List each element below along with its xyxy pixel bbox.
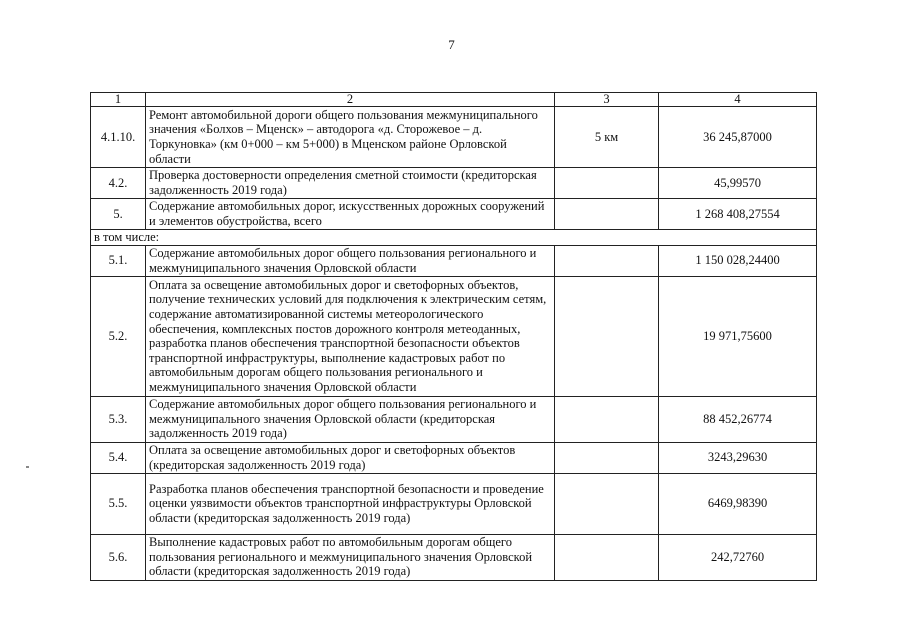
budget-table — [90, 92, 817, 581]
row-number: 5.5. — [91, 473, 146, 534]
row-unit — [555, 396, 659, 442]
table-row — [91, 199, 817, 230]
row-unit — [555, 473, 659, 534]
page-number: 7 — [448, 37, 455, 52]
row-description: Содержание автомобильных дорог, искусственных дорожных сооружений и элементов обустройства, всего — [146, 199, 555, 230]
row-number: 5.1. — [91, 245, 146, 276]
row-description: Выполнение кадастровых работ по автомобильным дорогам общего пользования регионального и межмуниципального значения Орловской области (кредиторская задолженность 2019 года) — [146, 534, 555, 580]
row-amount: 88 452,26774 — [659, 396, 817, 442]
table-row — [91, 276, 817, 396]
row-unit — [555, 442, 659, 473]
row-description: Содержание автомобильных дорог общего пользования регионального и межмуниципального значения Орловской области — [146, 245, 555, 276]
table-row — [91, 168, 817, 199]
header-col-2: 2 — [146, 93, 555, 107]
header-col-4: 4 — [659, 93, 817, 107]
row-description: Содержание автомобильных дорог общего пользования регионального и межмуниципального значения Орловской области (кредиторская задолженность 2019 года) — [146, 396, 555, 442]
table-row — [91, 107, 817, 168]
row-amount: 19 971,75600 — [659, 276, 817, 396]
row-number: 4.1.10. — [91, 107, 146, 168]
table-row — [91, 442, 817, 473]
row-unit — [555, 245, 659, 276]
row-amount: 6469,98390 — [659, 473, 817, 534]
row-unit — [555, 168, 659, 199]
row-amount: 36 245,87000 — [659, 107, 817, 168]
row-description: Оплата за освещение автомобильных дорог и светофорных объектов (кредиторская задолженность 2019 года) — [146, 442, 555, 473]
table-row — [91, 473, 817, 534]
row-amount: 1 150 028,24400 — [659, 245, 817, 276]
subheading-row — [91, 230, 817, 246]
table-row — [91, 396, 817, 442]
row-number: 5.4. — [91, 442, 146, 473]
row-unit — [555, 276, 659, 396]
row-number: 5.6. — [91, 534, 146, 580]
scan-mark — [26, 466, 29, 468]
row-number: 5.2. — [91, 276, 146, 396]
row-amount: 242,72760 — [659, 534, 817, 580]
table-row — [91, 534, 817, 580]
header-col-3: 3 — [555, 93, 659, 107]
row-unit: 5 км — [555, 107, 659, 168]
header-row — [91, 93, 817, 107]
table-row — [91, 245, 817, 276]
subheading: в том числе: — [91, 230, 817, 246]
row-amount: 45,99570 — [659, 168, 817, 199]
row-unit — [555, 534, 659, 580]
row-amount: 3243,29630 — [659, 442, 817, 473]
header-col-1: 1 — [91, 93, 146, 107]
row-number: 5. — [91, 199, 146, 230]
row-description: Проверка достоверности определения сметной стоимости (кредиторская задолженность 2019 года) — [146, 168, 555, 199]
row-number: 4.2. — [91, 168, 146, 199]
row-description: Оплата за освещение автомобильных дорог и светофорных объектов, получение технических условий для подключения к электрическим сетям, содержание автоматизированной системы метеорологического обеспечения, комплексных постов дорожного контроля метеоданных, разработка планов обеспечения транспортной безопасности объектов транспортной инфраструктуры, выполнение кадастровых работ по автомобильным дорогам общего пользования регионального и межмуниципального значения Орловской области — [146, 276, 555, 396]
row-description: Разработка планов обеспечения транспортной безопасности и проведение оценки уязвимости объектов транспортной инфраструктуры Орловской области (кредиторская задолженность 2019 года) — [146, 473, 555, 534]
row-amount: 1 268 408,27554 — [659, 199, 817, 230]
row-unit — [555, 199, 659, 230]
row-description: Ремонт автомобильной дороги общего пользования межмуниципального значения «Болхов – Мценск» – автодорога «д. Сторожевое – д. Торкуновка» (км 0+000 – км 5+000) в Мценском районе Орловской области — [146, 107, 555, 168]
row-number: 5.3. — [91, 396, 146, 442]
